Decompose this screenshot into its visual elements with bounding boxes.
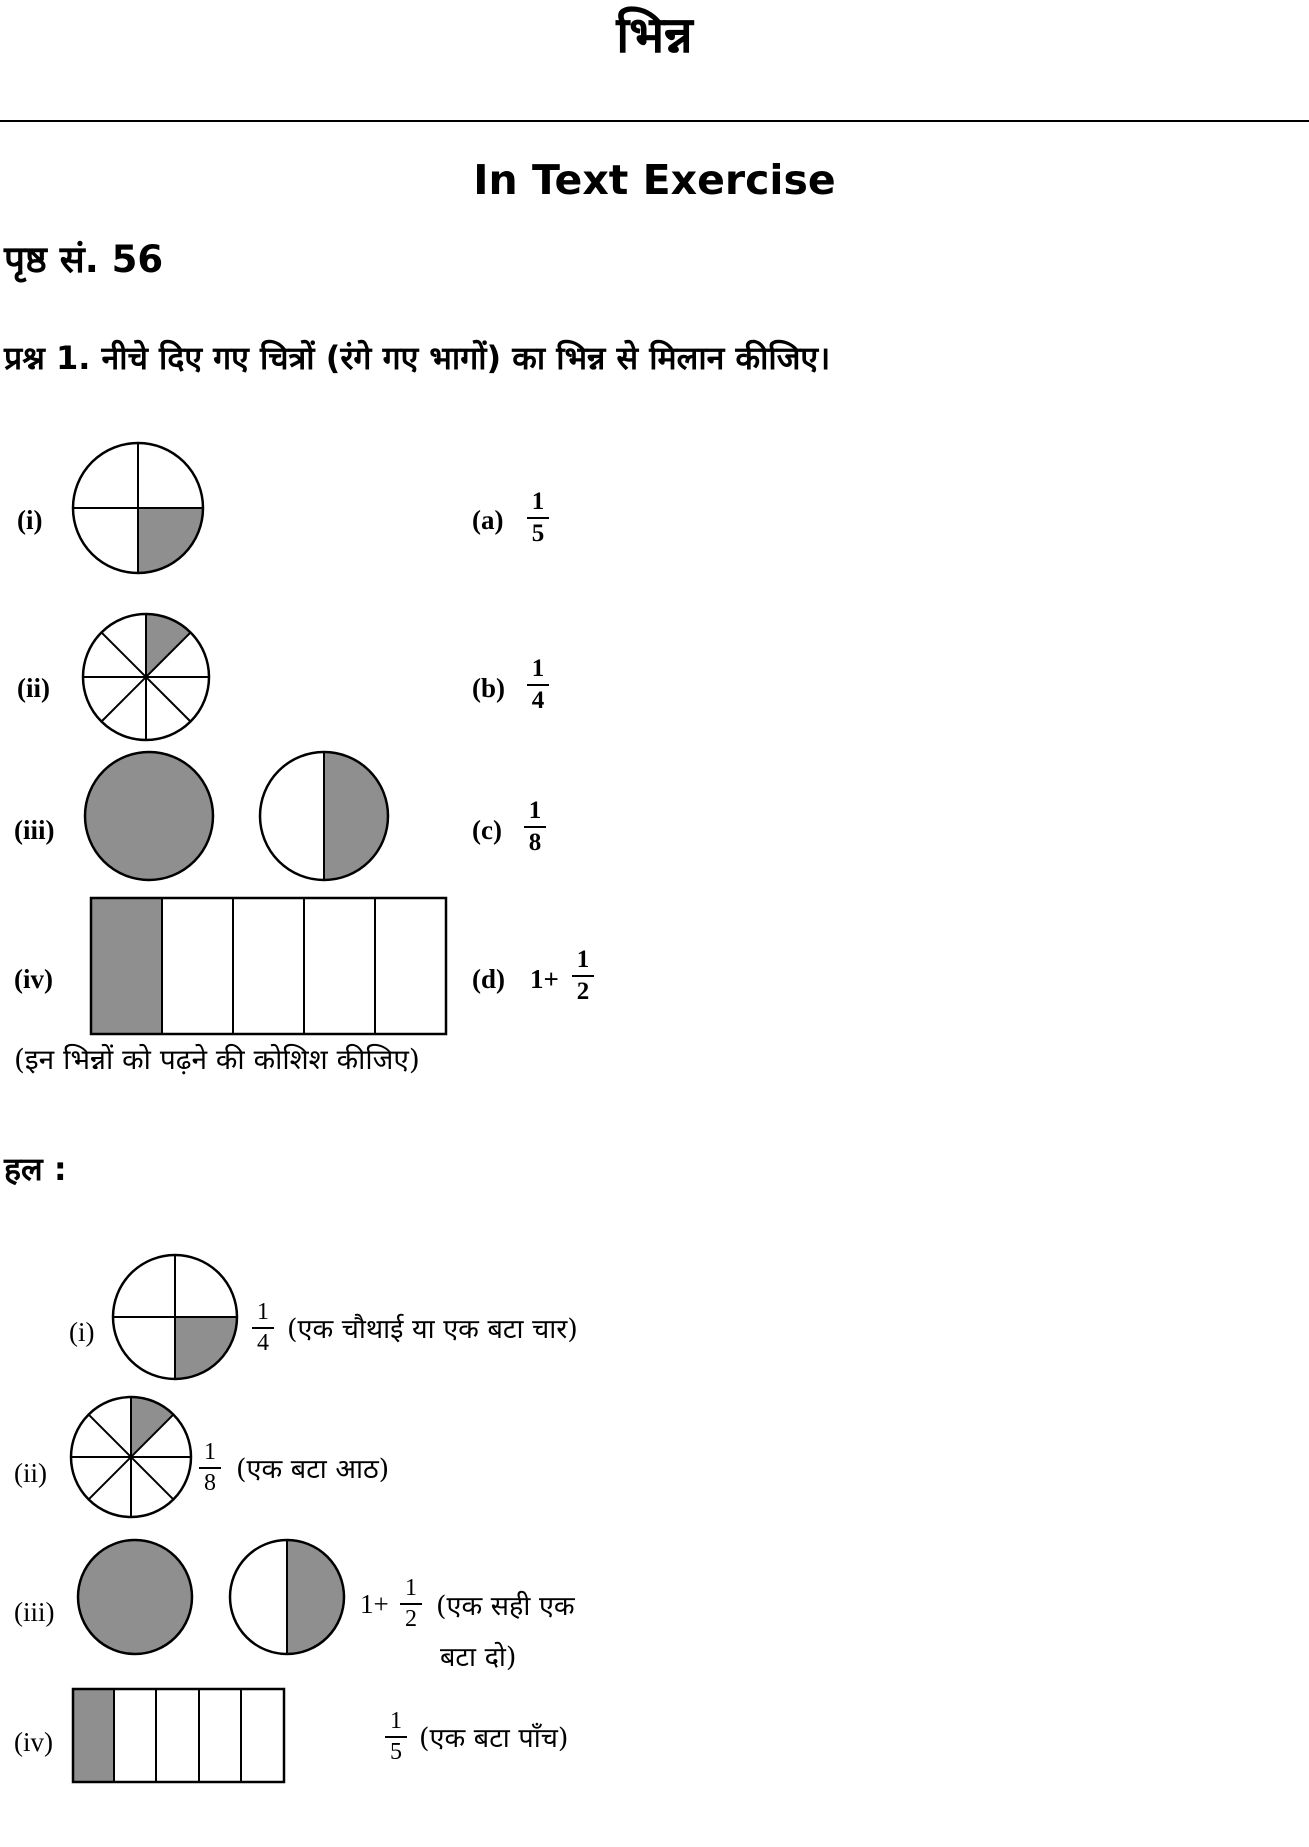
answer-iv-rectangle	[73, 1689, 284, 1782]
option-fraction-d	[572, 946, 594, 1006]
page-title: भिन्न	[616, 6, 693, 64]
figure-ii-circle	[83, 614, 209, 740]
answer-iii-circles	[78, 1540, 344, 1654]
answer-fraction-ii	[199, 1439, 221, 1497]
option-fraction-b	[527, 655, 549, 715]
option-fraction-a	[527, 488, 549, 548]
reading-note: (इन भिन्नों को पढ़ने की कोशिश कीजिए)	[14, 1043, 420, 1076]
answer-i-circle	[113, 1255, 237, 1379]
denominator: 4	[531, 687, 545, 714]
denominator: 5	[531, 520, 545, 547]
figure-label-iii: (iii)	[14, 815, 55, 845]
answer-label-ii: (ii)	[14, 1458, 47, 1488]
answer-reading-iv: (एक बटा पाँच)	[419, 1723, 569, 1754]
option-label-c: (c)	[472, 815, 502, 845]
option-label-b: (b)	[472, 673, 505, 703]
option-label-d: (d)	[472, 964, 505, 994]
numerator: 1	[531, 488, 545, 515]
answer-label-iii: (iii)	[14, 1597, 55, 1627]
denominator: 8	[204, 1470, 216, 1496]
denominator: 2	[576, 978, 590, 1005]
numerator: 1	[531, 655, 545, 682]
solution-figures	[0, 0, 1, 1]
denominator: 2	[405, 1606, 417, 1632]
numerator: 1	[204, 1439, 216, 1465]
figure-iii-circles	[85, 752, 388, 880]
option-fraction-c	[524, 797, 546, 857]
option-label-a: (a)	[472, 505, 504, 535]
figure-iv-rectangle	[91, 898, 446, 1034]
answer-reading-i: (एक चौथाई या एक बटा चार)	[287, 1314, 578, 1345]
title-divider	[0, 120, 1309, 122]
figure-label-ii: (ii)	[17, 673, 50, 703]
answer-fraction-iv	[385, 1708, 407, 1766]
answer-ii-circle	[71, 1397, 191, 1517]
numerator: 1	[576, 946, 590, 973]
numerator: 1	[257, 1299, 269, 1325]
section-heading: In Text Exercise	[473, 156, 836, 204]
answer-reading-ii: (एक बटा आठ)	[236, 1454, 390, 1485]
answer-whole-iii: 1+	[360, 1589, 389, 1619]
numerator: 1	[390, 1708, 402, 1734]
figure-i-circle	[73, 443, 203, 573]
denominator: 4	[257, 1330, 269, 1356]
figure-label-i: (i)	[17, 505, 43, 535]
denominator: 5	[390, 1739, 402, 1765]
answer-fraction-iii	[400, 1575, 422, 1633]
answer-reading-iii-cont: बटा दो)	[440, 1642, 517, 1673]
page-reference: पृष्ठ सं. 56	[4, 238, 164, 281]
numerator: 1	[405, 1575, 417, 1601]
option-whole-d: 1+	[530, 964, 559, 994]
answer-fraction-i	[252, 1299, 274, 1357]
answer-reading-iii: (एक सही एक	[436, 1591, 575, 1622]
figure-label-iv: (iv)	[14, 964, 53, 994]
numerator: 1	[528, 797, 542, 824]
answer-label-i: (i)	[69, 1317, 95, 1347]
answer-label-iv: (iv)	[14, 1727, 53, 1757]
denominator: 8	[528, 829, 542, 856]
question-text: प्रश्न 1. नीचे दिए गए चित्रों (रंगे गए भागों) का भिन्न से मिलान कीजिए।	[4, 339, 831, 377]
solution-label: हल :	[4, 1150, 67, 1188]
